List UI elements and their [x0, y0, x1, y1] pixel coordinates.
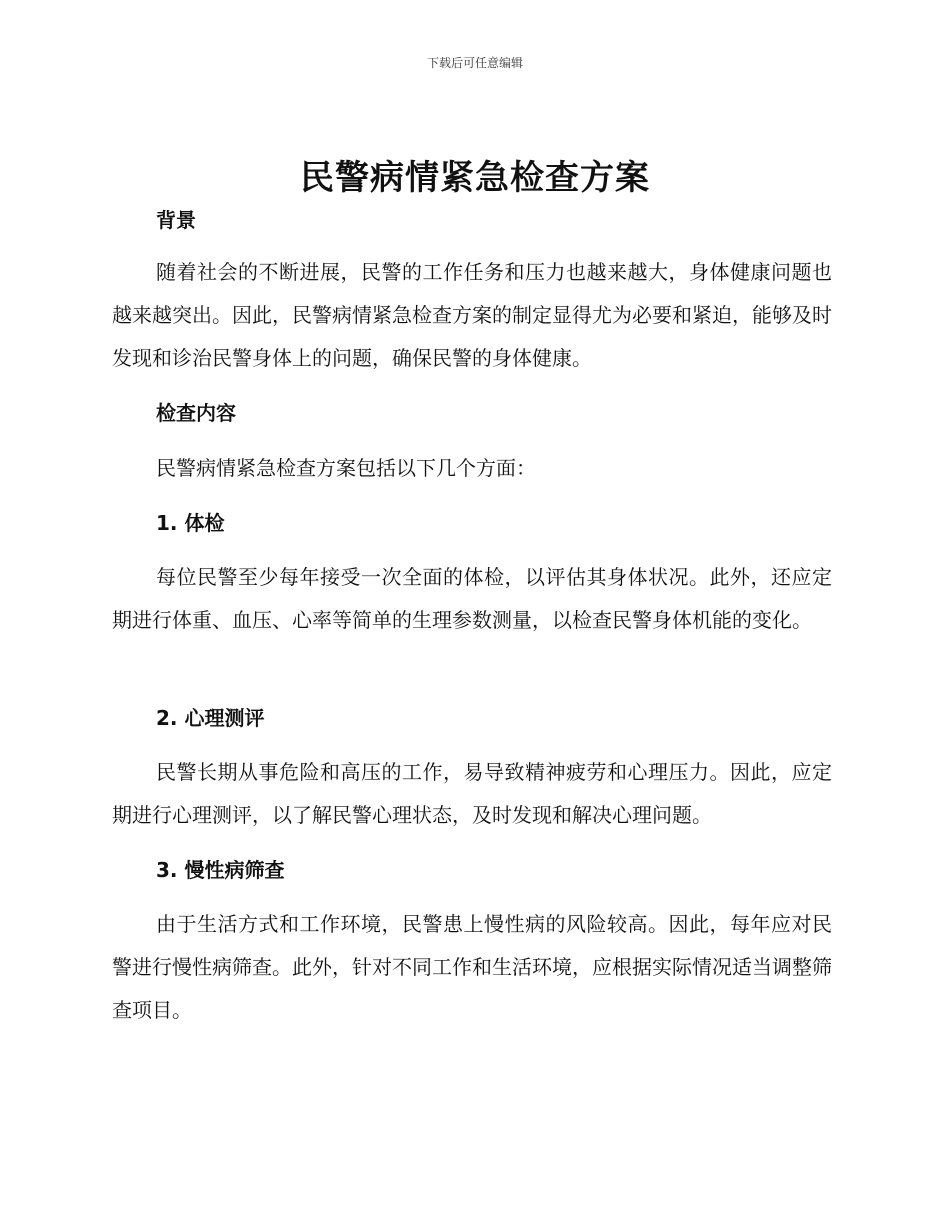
item1-heading-block	[112, 509, 832, 537]
section-heading-background: 背景	[156, 208, 196, 232]
item2-paragraph-block	[112, 751, 832, 837]
item1-paragraph-block	[112, 556, 832, 642]
header-note: 下载后可任意编辑	[426, 56, 523, 70]
item-paragraph-chronic-screening: 由于生活方式和工作环境，民警患上慢性病的风险较高。因此，每年应对民警进行慢性病筛查。此外，针对不同工作和生活环境，应根据实际情况适当调整筛查项目。	[112, 912, 832, 1022]
section-heading-content: 检查内容	[156, 401, 236, 425]
content-intro-block	[112, 454, 832, 482]
item-heading-physical-exam: 1. 体检	[156, 511, 225, 535]
item-paragraph-physical-exam: 每位民警至少每年接受一次全面的体检，以评估其身体状况。此外，还应定期进行体重、血压、心率等简单的生理参数测量，以检查民警身体机能的变化。	[112, 565, 832, 632]
background-paragraph: 随着社会的不断进展，民警的工作任务和压力也越来越大，身体健康问题也越来越突出。因此，民警病情紧急检查方案的制定显得尤为必要和紧迫，能够及时发现和诊治民警身体上的问题，确保民警的身体健康。	[112, 260, 832, 370]
item-heading-chronic-screening: 3. 慢性病筛查	[156, 858, 285, 882]
item2-heading-block	[112, 704, 832, 732]
item3-paragraph-block	[112, 903, 832, 1032]
item3-heading-block	[112, 856, 832, 884]
document-title: 民警病情紧急检查方案	[300, 158, 650, 198]
background-heading-block	[112, 206, 832, 234]
item-heading-psych-eval: 2. 心理测评	[156, 706, 265, 730]
item-paragraph-psych-eval: 民警长期从事危险和高压的工作，易导致精神疲劳和心理压力。因此，应定期进行心理测评，以了解民警心理状态，及时发现和解决心理问题。	[112, 760, 832, 827]
background-paragraph-block	[112, 251, 832, 380]
content-heading-block	[112, 399, 832, 427]
content-intro-paragraph: 民警病情紧急检查方案包括以下几个方面：	[156, 456, 536, 480]
